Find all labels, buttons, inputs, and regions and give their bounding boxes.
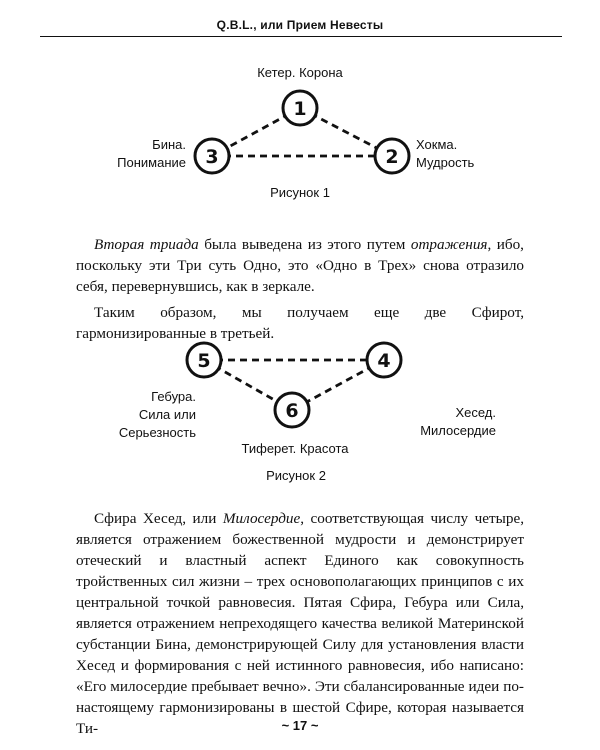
node-1-label: Кетер. Корона [257, 65, 343, 80]
paragraph-1-text-a: была выведена из этого путем [198, 236, 411, 253]
node-1-number: 1 [293, 98, 307, 120]
node-6-number: 6 [285, 400, 299, 422]
node-2-number: 2 [385, 146, 399, 168]
node-3-label-line-2: Понимание [117, 155, 186, 170]
running-head: Q.B.L., или Прием Невесты [216, 18, 384, 32]
node-4-label [396, 404, 496, 440]
node-5-label-line-2: Сила или [138, 407, 196, 422]
header-rule [40, 36, 562, 37]
node-4-label-line-2: Милосердие [420, 423, 496, 438]
node-5-number: 5 [197, 350, 211, 372]
figure-2-diagram [0, 340, 600, 440]
node-2-label-line-2: Мудрость [416, 155, 475, 170]
paragraph-2 [76, 302, 524, 344]
node-4-label-line-1: Хесед. [455, 405, 496, 420]
figure-1-diagram [0, 80, 600, 190]
node-2-label-line-1: Хокма. [416, 137, 458, 152]
node-3-label-line-1: Бина. [152, 137, 186, 152]
paragraph-3-text-b: , соответствующая числу четыре, является отражением божественной мудрости и демонстрирует отеческий и властный аспект Единого как совокупность тройственных сил жизни – трех основополагающих принципов с их центральной точкой равновесия. Пятая Сфира, Гебура или Сила, является отражением непреходящего качества великой Материнской субстанции Бина, демонстрирующей Силу для установления власти Хесед и формирования с ней истинного равновесия, ибо написано: «Его милосердие пребывает вечно». Эти сбалансированные идеи по-настоящему гармонизированы в шестой Сфире, которая называется Ти- [76, 510, 524, 737]
em-reflection: отражения [410, 236, 488, 253]
node-4-number: 4 [377, 350, 391, 372]
em-mercy: Милосердие [222, 510, 301, 527]
node-6-label: Тиферет. Красота [241, 441, 349, 456]
node-5-label-line-1: Гебура. [151, 389, 196, 404]
paragraph-3 [76, 508, 524, 739]
page-number: ~ 17 ~ [281, 718, 319, 733]
figure-2-caption: Рисунок 2 [266, 468, 326, 483]
node-5-label-line-3: Серьезность [118, 425, 196, 440]
node-3-number: 3 [205, 146, 219, 168]
paragraph-2-text: Таким образом, мы получаем еще две Сфирот, гармонизированные в третьей. [76, 304, 524, 342]
paragraph-3-text-a: Сфира Хесед, или [94, 510, 223, 527]
node-5-label [96, 388, 196, 442]
paragraph-1-text-b: , ибо, поскольку эти Три суть Одно, это «Одно в Трех» снова отразило себя, перевернувшись, как в зеркале. [76, 236, 524, 295]
em-second-triad: Вторая триада [94, 236, 199, 253]
paragraph-1 [76, 234, 524, 297]
figure-1-caption: Рисунок 1 [270, 185, 330, 200]
